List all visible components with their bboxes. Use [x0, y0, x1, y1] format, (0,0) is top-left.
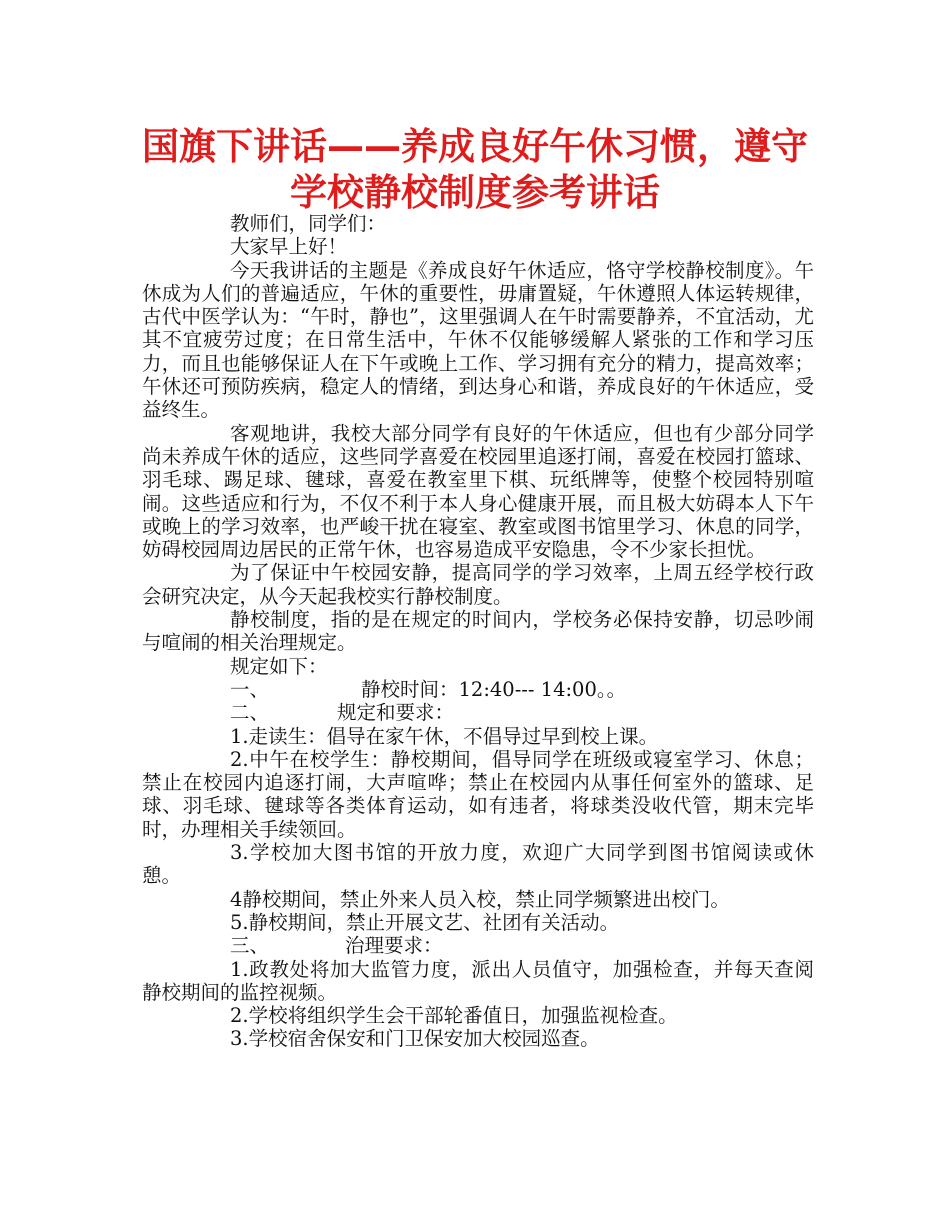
- body-paragraph: 客观地讲，我校大部分同学有良好的午休适应，但也有少部分同学尚未养成午休的适应，这些同学喜爱在校园里追逐打闹，喜爱在校园打篮球、羽毛球、踢足球、毽球，喜爱在教室里下棋、玩纸牌等，使整个校园特别喧闹。这些适应和行为，不仅不利于本人身心健康开展，而且极大妨碍本人下午或晚上的学习效率，也严峻干扰在寝室、教室或图书馆里学习、休息的同学，妨碍校园周边居民的正常午休，也容易造成平安隐患，令不少家长担忧。: [142, 421, 814, 562]
- rule-item: 1.走读生：倡导在家午休，不倡导过早到校上课。: [230, 724, 659, 748]
- greeting-paragraph: 大家早上好！: [230, 235, 348, 259]
- rule-item: 3.学校加大图书馆的开放力度，欢迎广大同学到图书馆阅读或休憩。: [142, 841, 814, 888]
- body-paragraph: 规定如下：: [230, 654, 328, 678]
- greeting-paragraph: 教师们，同学们：: [230, 212, 387, 235]
- section-heading: [142, 701, 814, 724]
- section-text: 规定和要求：: [337, 701, 455, 725]
- section-text: 静校时间：12:40--- 14:00。。: [361, 677, 627, 701]
- section-heading: [142, 934, 814, 957]
- speech-body: [142, 212, 814, 1051]
- section-number: 二、: [230, 701, 270, 725]
- title-line-2: 学校静校制度参考讲话: [290, 171, 660, 214]
- body-paragraph: 今天我讲话的主题是《养成良好午休适应，恪守学校静校制度》。午休成为人们的普遍适应，午休的重要性，毋庸置疑，午休遵照人体运转规律，古代中医学认为：“午时，静也”，这里强调人在午时需要静养，不宜活动，尤其不宜疲劳过度；在日常生活中，午休不仅能够缓解人紧张的工作和学习压力，而且也能够保证人在下午或晚上工作、学习拥有充分的精力，提高效率；午休还可预防疾病，稳定人的情绪，到达身心和谐，养成良好的午休适应，受益终生。: [142, 258, 814, 422]
- body-paragraph: 静校制度，指的是在规定的时间内，学校务必保持安静，切忌吵闹与喧闹的相关治理规定。: [142, 608, 814, 655]
- requirement-item: 3.学校宿舍保安和门卫保安加大校园巡查。: [230, 1027, 600, 1051]
- rule-item: 2.中午在校学生：静校期间，倡导同学在班级或寝室学习、休息；禁止在校园内追逐打闹，大声喧哗；禁止在校园内从事任何室外的篮球、足球、羽毛球、毽球等各类体育运动，如有违者，将球类没收代管，期末完毕时，办理相关手续领回。: [142, 747, 814, 841]
- requirement-item: 2.学校将组织学生会干部轮番值日，加强监视检查。: [230, 1004, 678, 1028]
- rule-item: 5.静校期间，禁止开展文艺、社团有关活动。: [230, 910, 620, 934]
- section-number: 三、: [230, 934, 270, 958]
- requirement-item: 1.政教处将加大监管力度，派出人员值守，加强检查，并每天查阅静校期间的监控视频。: [142, 957, 814, 1004]
- section-number: 一、: [230, 677, 270, 701]
- section-heading: [142, 678, 814, 701]
- title-line-1: 国旗下讲话——养成良好午休习惯，遵守: [142, 125, 808, 168]
- body-paragraph: 为了保证中午校园安静，提高同学的学习效率，上周五经学校行政会研究决定，从今天起我校实行静校制度。: [142, 561, 814, 608]
- rule-item: 4静校期间，禁止外来人员入校，禁止同学频繁进出校门。: [230, 887, 730, 911]
- section-text: 治理要求：: [345, 934, 443, 958]
